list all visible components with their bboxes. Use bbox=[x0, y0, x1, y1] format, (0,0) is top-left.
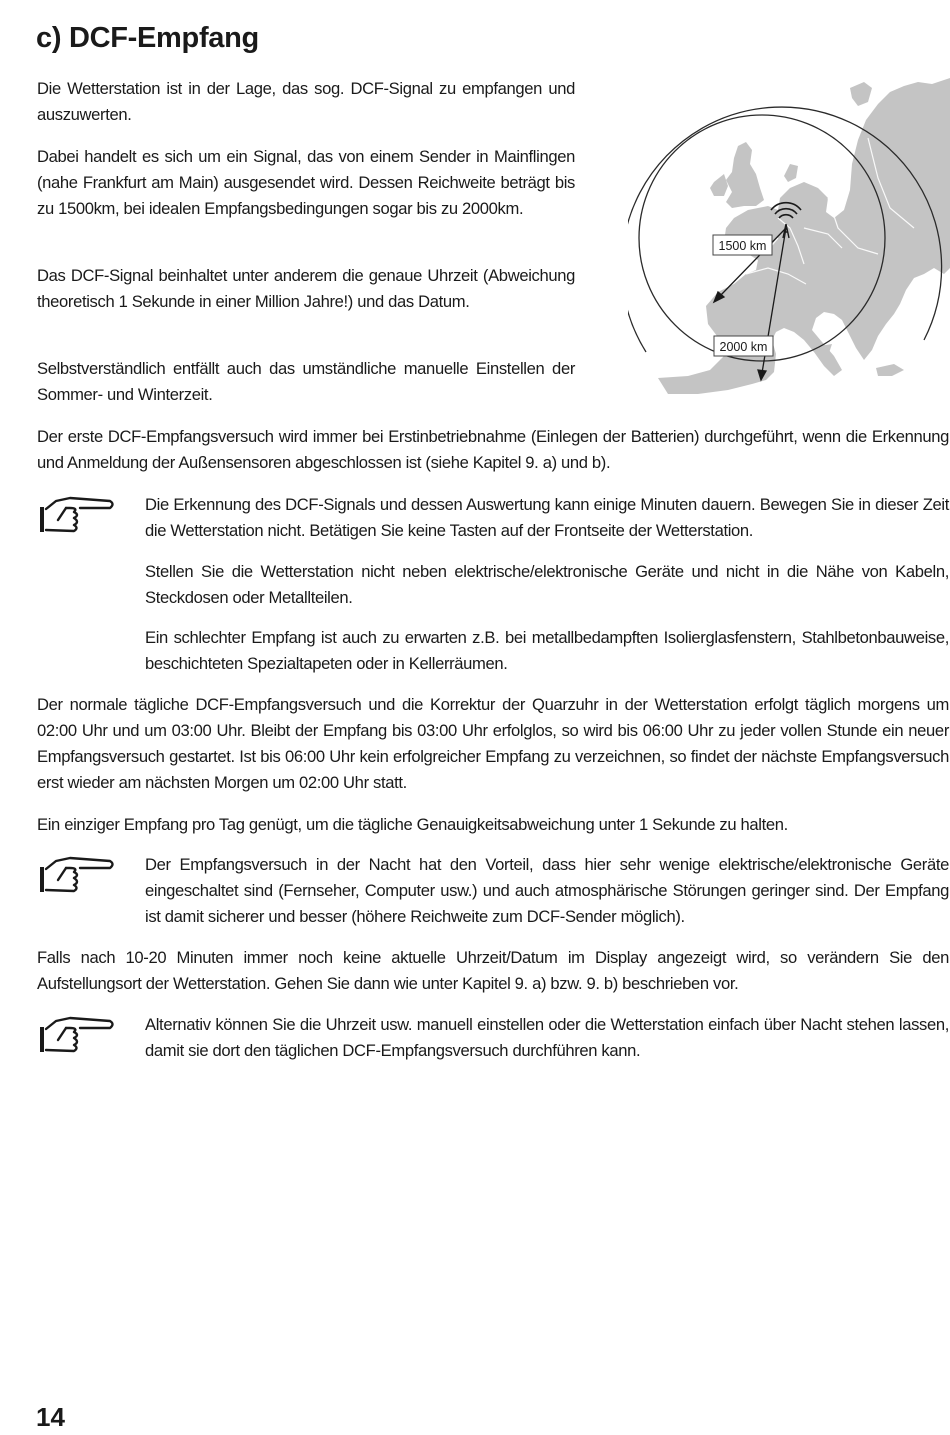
label-1500km-box bbox=[713, 235, 772, 255]
pointing-hand-icon bbox=[38, 1014, 116, 1054]
note1-paragraph-3: Ein schlechter Empfang ist auch zu erwarten z.B. bei metallbedampften Isolierglasfenstern, Stahlbetonbauweise, beschichteten Spezialtapeten oder in Kellerräumen. bbox=[145, 628, 949, 673]
europe-map bbox=[658, 78, 950, 394]
note1-paragraph-1: Die Erkennung des DCF-Signals und dessen Auswertung kann einige Minuten dauern. Bewegen Sie in dieser Zeit die Wetterstation nicht. Betätigen Sie keine Tasten auf der Frontseite der Wetterstation. bbox=[145, 495, 949, 540]
intro-paragraph-2: Dabei handelt es sich um ein Signal, das von einem Sender in Mainflingen (nahe Frankfurt am Main) ausgesendet wird. Dessen Reichweite beträgt bis zu 1500km, bei idealen Empfangsbedingungen sogar bis zu 2000km. bbox=[37, 147, 575, 218]
intro-paragraph-4: Selbstverständlich entfällt auch das umständliche manuelle Einstellen der Sommer- und Winterzeit. bbox=[37, 359, 575, 404]
pointing-hand-icon bbox=[38, 854, 116, 894]
daily-attempt-paragraph: Der normale tägliche DCF-Empfangsversuch und die Korrektur der Quarzuhr in der Wetterstation erfolgt täglich morgens um 02:00 Uhr und um 03:00 Uhr. Bleibt der Empfang bis 03:00 Uhr erfolglos, so wird bis 06:00 Uhr zu jeder vollen Stunde ein neuer Empfangsversuch gestartet. Ist bis 06:00 Uhr kein erfolgreicher Empfang zu verzeichnen, so findet der nächste Empfangsversuch erst wieder am nächsten Morgen um 02:00 Uhr statt. bbox=[37, 695, 949, 792]
dcf-range-map bbox=[628, 78, 950, 400]
note3-paragraph: Alternativ können Sie die Uhrzeit usw. manuell einstellen oder die Wetterstation einfach über Nacht stehen lassen, damit sie dort den täglichen DCF-Empfangsversuch durchführen kann. bbox=[145, 1015, 949, 1060]
label-2000km: 2000 km bbox=[719, 340, 768, 354]
fallback-paragraph: Falls nach 10-20 Minuten immer noch keine aktuelle Uhrzeit/Datum im Display angezeigt wird, so verändern Sie den Aufstellungsort der Wetterstation. Gehen Sie dann wie unter Kapitel 9. a) bzw. 9. b) beschrieben vor. bbox=[37, 948, 949, 993]
first-attempt-paragraph: Der erste DCF-Empfangsversuch wird immer bei Erstinbetriebnahme (Einlegen der Batterien) durchgeführt, wenn die Erkennung und Anmeldung der Außensensoren abgeschlossen ist (siehe Kapitel 9. a) und b). bbox=[37, 427, 949, 472]
label-1500km: 1500 km bbox=[718, 239, 767, 253]
single-reception-paragraph: Ein einziger Empfang pro Tag genügt, um die tägliche Genauigkeitsabweichung unter 1 Sekunde zu halten. bbox=[37, 815, 788, 834]
pointing-hand-icon bbox=[38, 494, 116, 534]
intro-paragraph-1: Die Wetterstation ist in der Lage, das sog. DCF-Signal zu empfangen und auszuwerten. bbox=[37, 79, 575, 124]
intro-paragraph-3: Das DCF-Signal beinhaltet unter anderem die genaue Uhrzeit (Abweichung theoretisch 1 Sekunde in einer Million Jahre!) und das Datum. bbox=[37, 266, 575, 311]
label-2000km-box bbox=[714, 336, 773, 356]
note1-paragraph-2: Stellen Sie die Wetterstation nicht neben elektrische/elektronische Geräte und nicht in die Nähe von Kabeln, Steckdosen oder Metallteilen. bbox=[145, 562, 949, 607]
section-heading: c) DCF-Empfang bbox=[36, 22, 259, 54]
page-number: 14 bbox=[36, 1402, 65, 1432]
note2-paragraph: Der Empfangsversuch in der Nacht hat den Vorteil, dass hier sehr wenige elektrische/elektronische Geräte eingeschaltet sind (Fernseher, Computer usw.) und auch atmosphärische Störungen geringer sind. Der Empfang ist damit sicherer und besser (höhere Reichweite zum DCF-Sender möglich). bbox=[145, 855, 949, 926]
